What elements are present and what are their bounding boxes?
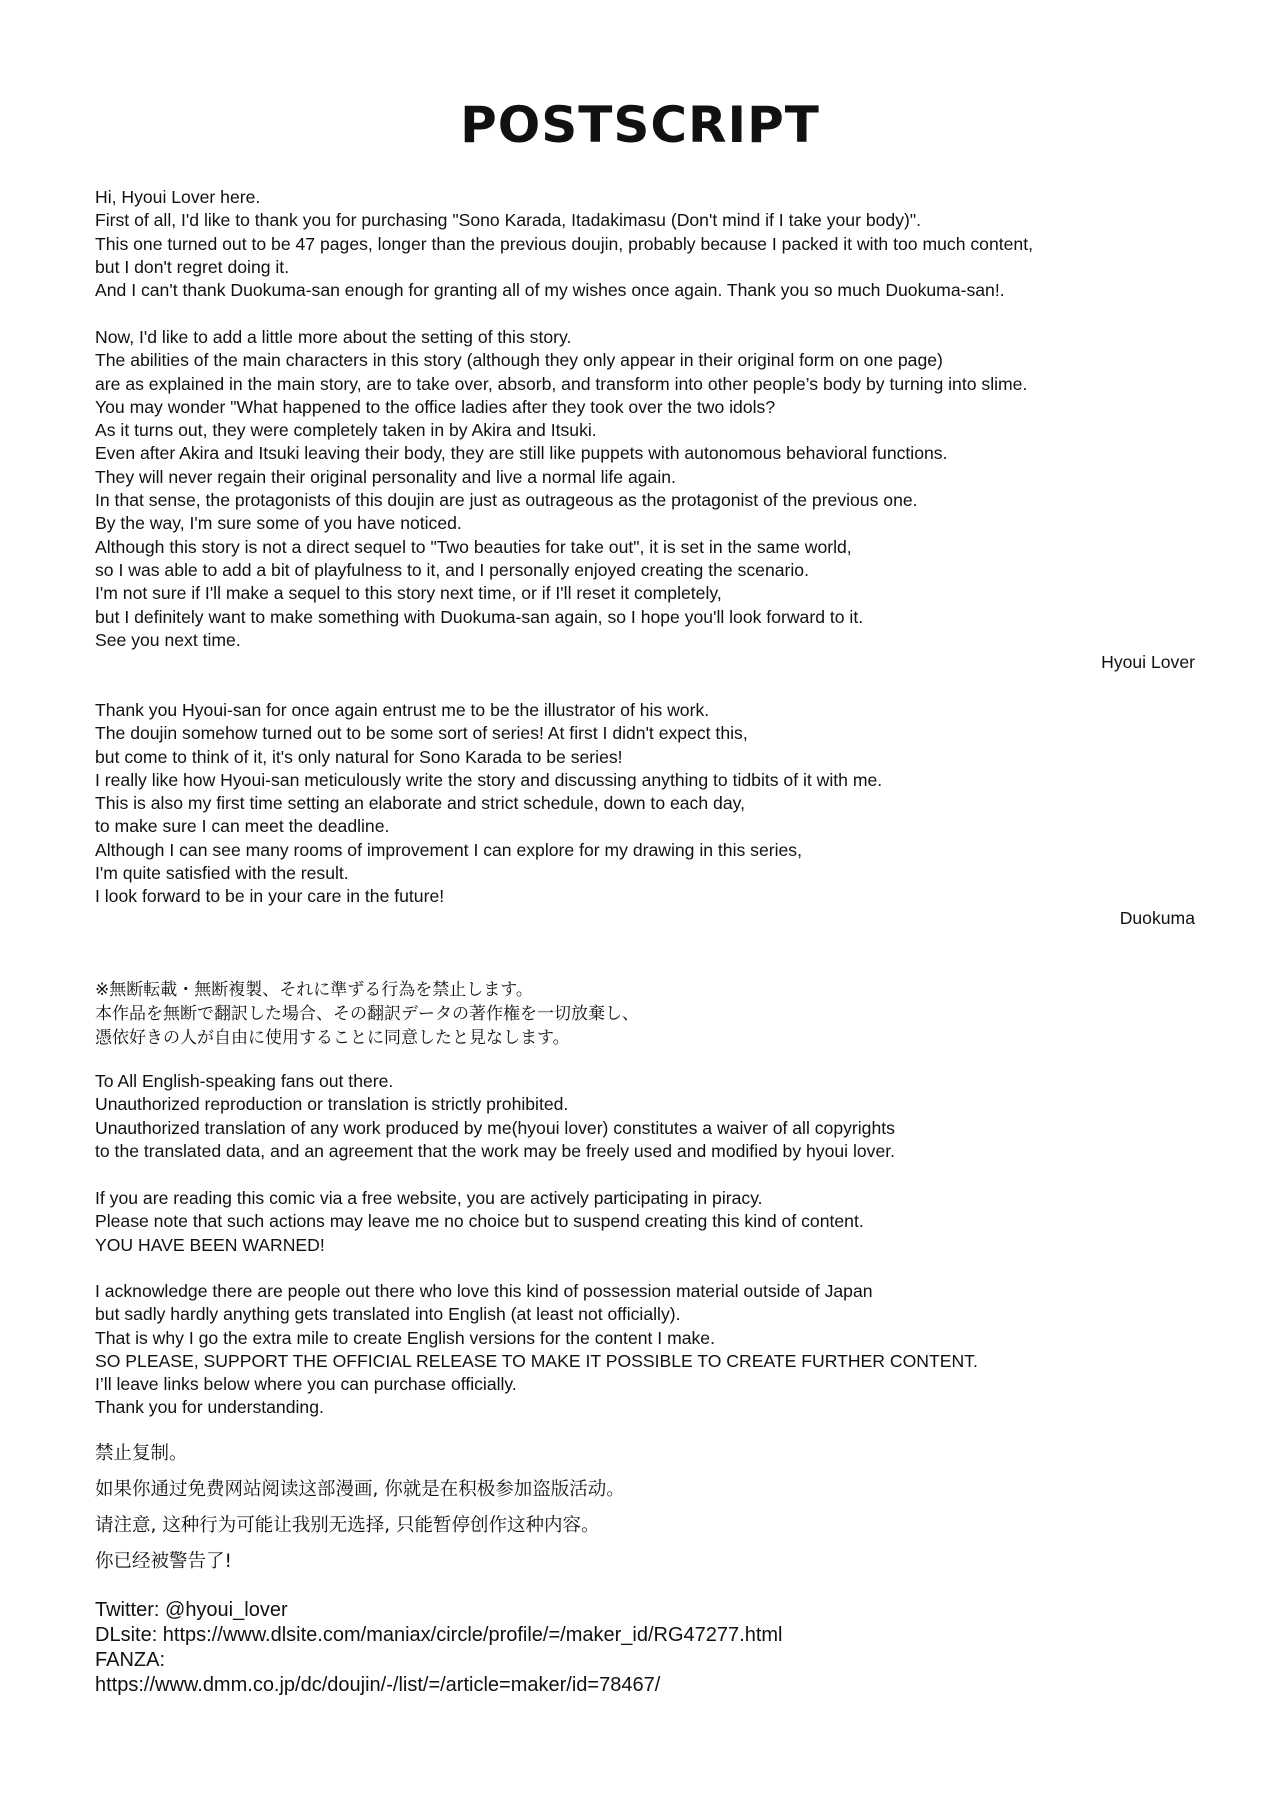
text-line: In that sense, the protagonists of this doujin are just as outrageous as the protagonist of the previous one. (95, 490, 918, 511)
text-line: Hi, Hyoui Lover here. (95, 187, 261, 207)
hyoui-intro-paragraph (95, 186, 1195, 302)
text-line: Although I can see many rooms of improvement I can explore for my drawing in this series, (95, 839, 802, 860)
text-line: ※無断転載・無断複製、それに準ずる行為を禁止します。 (95, 980, 533, 1000)
text-line: Thank you for understanding. (95, 1397, 324, 1418)
text-line: The doujin somehow turned out to be some sort of series! At first I didn't expect this, (95, 723, 748, 744)
signature-hyoui-lover: Hyoui Lover (1101, 652, 1195, 672)
text-line: Please note that such actions may leave me no choice but to suspend creating this kind of content. (95, 1211, 864, 1232)
duokuma-paragraph (95, 699, 1195, 909)
text-line: This is also my first time setting an elaborate and strict schedule, down to each day, (95, 793, 745, 814)
text-line: As it turns out, they were completely taken in by Akira and Itsuki. (95, 420, 597, 441)
text-line: 憑依好きの人が自由に使用することに同意したと見なします。 (95, 1028, 570, 1048)
text-line: This one turned out to be 47 pages, longer than the previous doujin, probably because I packed it with too much content, (95, 233, 1033, 254)
piracy-warning (95, 1187, 1195, 1257)
support-official-release (95, 1280, 1195, 1420)
fanza-link[interactable]: https://www.dmm.co.jp/dc/doujin/-/list/=/article=maker/id=78467/ (95, 1674, 661, 1696)
text-line: I’ll leave links below where you can purchase officially. (95, 1374, 517, 1395)
text-line: And I can't thank Duokuma-san enough for granting all of my wishes once again. Thank you so much Duokuma-san!. (95, 280, 1005, 301)
page-title: POSTSCRIPT (460, 96, 820, 154)
text-line: That is why I go the extra mile to create English versions for the content I make. (95, 1327, 715, 1348)
text-line: To All English-speaking fans out there. (95, 1071, 394, 1091)
text-line: First of all, I'd like to thank you for purchasing "Sono Karada, Itadakimasu (Don't mind if I take your body)". (95, 210, 921, 231)
text-line: If you are reading this comic via a free website, you are actively participating in piracy. (95, 1188, 763, 1208)
text-line: Now, I'd like to add a little more about the setting of this story. (95, 327, 572, 347)
fanza-label: FANZA: (95, 1649, 166, 1671)
text-line: to make sure I can meet the deadline. (95, 816, 390, 837)
text-line: are as explained in the main story, are to take over, absorb, and transform into other people’s body by turning into slime. (95, 373, 1028, 394)
text-line: Thank you Hyoui-san for once again entrust me to be the illustrator of his work. (95, 700, 710, 720)
text-line: I'm not sure if I'll make a sequel to this story next time, or if I'll reset it completely, (95, 583, 722, 604)
text-line: but come to think of it, it's only natural for Sono Karada to be series! (95, 746, 623, 767)
dlsite-link[interactable]: DLsite: https://www.dlsite.com/maniax/circle/profile/=/maker_id/RG47277.html (95, 1624, 783, 1646)
text-line: Although this story is not a direct sequel to "Two beauties for take out", it is set in the same world, (95, 536, 852, 557)
text-line: 请注意, 这种行为可能让我别无选择, 只能暂停创作这种内容。 (95, 1515, 600, 1536)
text-line: 如果你通过免费网站阅读这部漫画, 你就是在积极参加盗版活动。 (95, 1479, 625, 1500)
chinese-notice (95, 1436, 1195, 1580)
text-line: They will never regain their original personality and live a normal life again. (95, 466, 676, 487)
text-line: so I was able to add a bit of playfulness to it, and I personally enjoyed creating the scenario. (95, 559, 809, 580)
text-line: You may wonder "What happened to the office ladies after they took over the two idols? (95, 396, 776, 417)
text-line: but sadly hardly anything gets translated into English (at least not officially). (95, 1304, 681, 1325)
text-line: 本作品を無断で翻訳した場合、その翻訳データの著作権を一切放棄し、 (95, 1004, 639, 1024)
text-line: but I definitely want to make something with Duokuma-san again, so I hope you'll look forward to it. (95, 606, 864, 627)
text-line: The abilities of the main characters in this story (although they only appear in their original form on one page) (95, 350, 943, 371)
text-line: Even after Akira and Itsuki leaving their body, they are still like puppets with autonomous behavioral functions. (95, 443, 948, 464)
text-line: YOU HAVE BEEN WARNED! (95, 1234, 325, 1255)
text-line: I'm quite satisfied with the result. (95, 863, 349, 884)
japanese-notice (95, 978, 1195, 1050)
official-links (95, 1598, 1195, 1698)
text-line: 你已经被警告了! (95, 1551, 232, 1572)
story-setting-paragraph (95, 326, 1195, 652)
text-line: I acknowledge there are people out there who love this kind of possession material outside of Japan (95, 1281, 873, 1301)
signature-duokuma: Duokuma (1119, 908, 1195, 928)
text-line: I look forward to be in your care in the future! (95, 886, 445, 907)
text-line: See you next time. (95, 629, 241, 650)
text-line: Unauthorized translation of any work produced by me(hyoui lover) constitutes a waiver of all copyrights (95, 1117, 895, 1138)
text-line: but I don't regret doing it. (95, 256, 290, 277)
text-line: Unauthorized reproduction or translation is strictly prohibited. (95, 1094, 569, 1115)
copyright-notice (95, 1070, 1195, 1163)
text-line: By the way, I'm sure some of you have noticed. (95, 513, 462, 534)
text-line: to the translated data, and an agreement that the work may be freely used and modified by hyoui lover. (95, 1140, 896, 1161)
twitter-link[interactable]: Twitter: @hyoui_lover (95, 1599, 288, 1621)
text-line: SO PLEASE, SUPPORT THE OFFICIAL RELEASE TO MAKE IT POSSIBLE TO CREATE FURTHER CONTENT. (95, 1350, 978, 1371)
text-line: I really like how Hyoui-san meticulously write the story and discussing anything to tidbits of it with me. (95, 769, 883, 790)
text-line: 禁止复制。 (95, 1443, 188, 1464)
